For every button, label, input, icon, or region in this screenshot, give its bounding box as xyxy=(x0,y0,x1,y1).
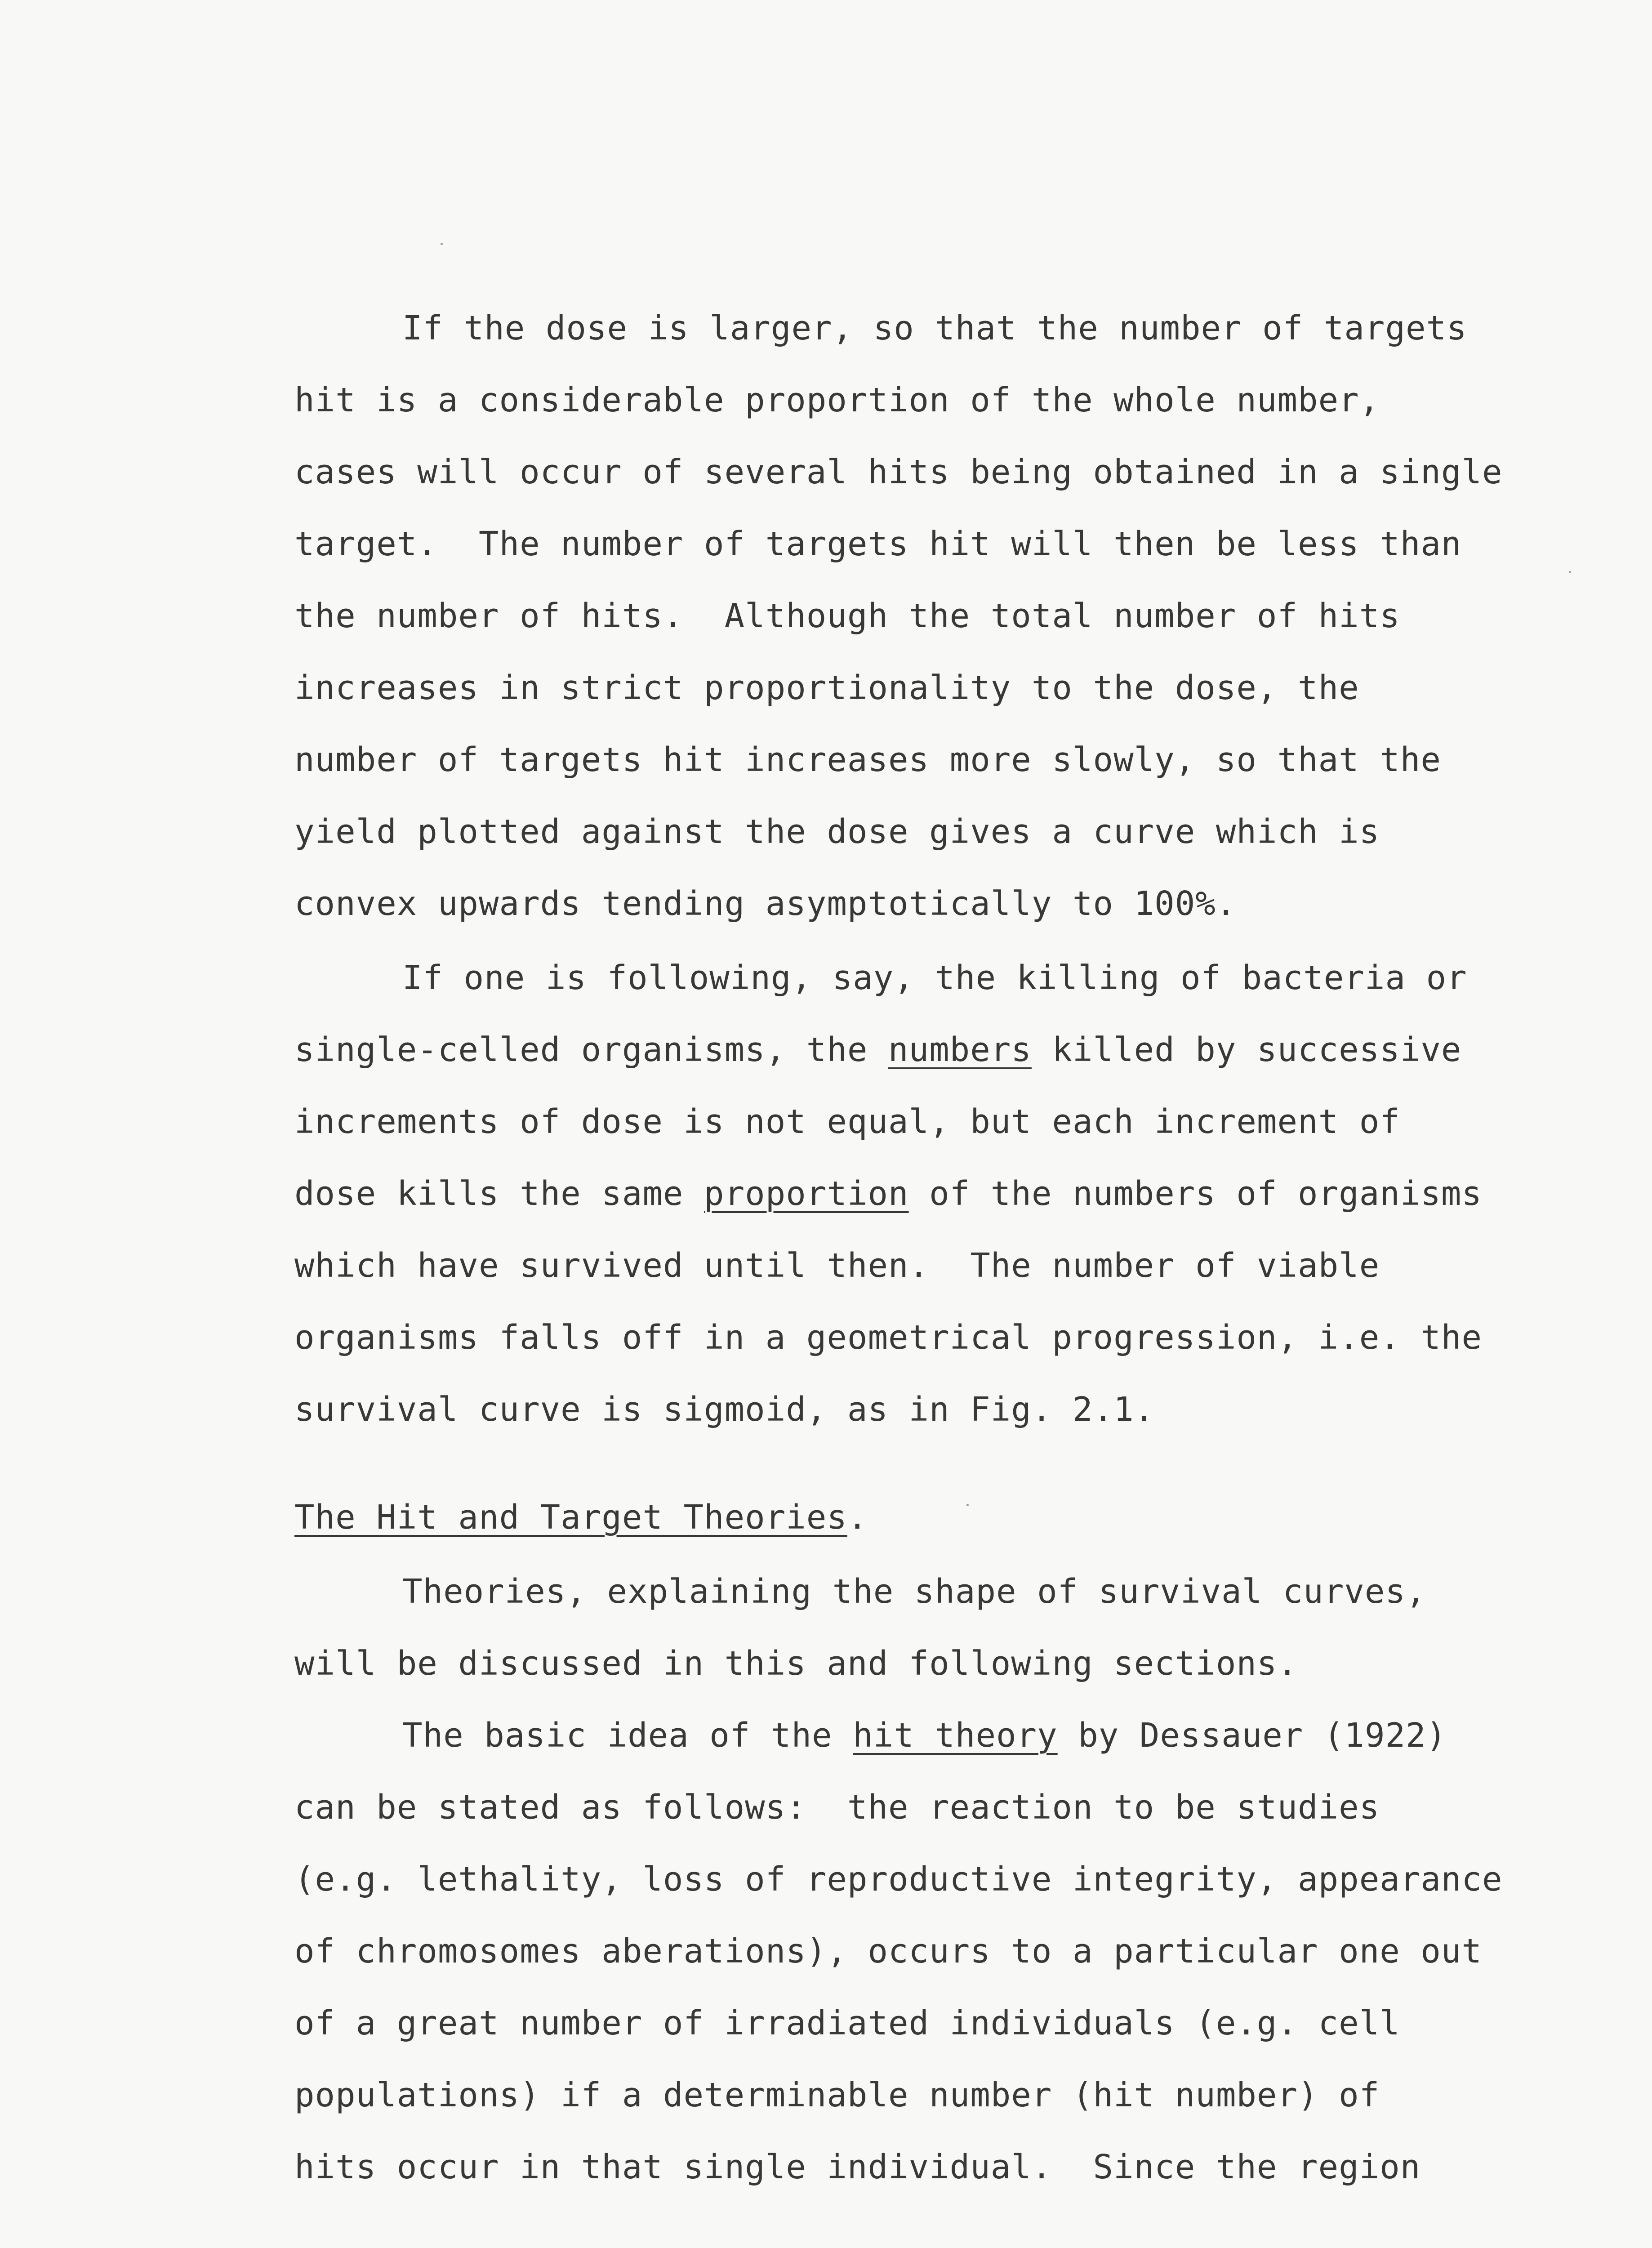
text-span: of the numbers of organisms xyxy=(908,1174,1483,1213)
text-line: populations) if a determinable number (hit number) of xyxy=(294,2076,1380,2114)
scan-speck xyxy=(966,1504,969,1506)
text-line: target. The number of targets hit will then be less than xyxy=(294,525,1462,563)
text-line: Theories, explaining the shape of survival curves, xyxy=(402,1572,1426,1611)
scan-speck xyxy=(441,243,443,245)
text-line: number of targets hit increases more slowly, so that the xyxy=(294,740,1441,779)
underlined-word: numbers xyxy=(888,1030,1032,1069)
heading-text: The Hit and Target Theories xyxy=(294,1498,847,1537)
text-line xyxy=(294,1027,1461,1072)
scan-speck xyxy=(1569,571,1571,573)
text-line: cases will occur of several hits being obtained in a single xyxy=(294,453,1503,491)
text-line: If one is following, say, the killing of bacteria or xyxy=(402,959,1467,997)
section-heading xyxy=(294,1495,868,1540)
text-line xyxy=(402,1713,1447,1758)
text-span: killed by successive xyxy=(1031,1030,1462,1069)
text-line: yield plotted against the dose gives a curve which is xyxy=(294,812,1380,851)
text-span: by Dessauer (1922) xyxy=(1057,1716,1447,1755)
text-line: hits occur in that single individual. Since the region xyxy=(294,2148,1421,2186)
heading-period: . xyxy=(847,1498,868,1537)
text-line: survival curve is sigmoid, as in Fig. 2.1. xyxy=(294,1390,1155,1429)
text-line: increases in strict proportionality to the dose, the xyxy=(294,669,1359,707)
text-span: The basic idea of the xyxy=(402,1716,853,1755)
text-line: (e.g. lethality, loss of reproductive integrity, appearance xyxy=(294,1860,1503,1899)
text-line: increments of dose is not equal, but each increment of xyxy=(294,1102,1400,1141)
text-line: the number of hits. Although the total number of hits xyxy=(294,597,1400,635)
text-line xyxy=(294,1171,1482,1216)
text-line: can be stated as follows: the reaction to be studies xyxy=(294,1788,1380,1827)
underlined-word: proportion xyxy=(704,1174,909,1213)
text-span: single-celled organisms, the xyxy=(294,1030,889,1069)
text-line: of chromosomes aberations), occurs to a particular one out xyxy=(294,1932,1483,1971)
text-line: hit is a considerable proportion of the whole number, xyxy=(294,381,1380,419)
text-line: convex upwards tending asymptotically to 100%. xyxy=(294,884,1237,923)
text-line: of a great number of irradiated individuals (e.g. cell xyxy=(294,2004,1400,2043)
text-line: which have survived until then. The number of viable xyxy=(294,1246,1380,1285)
underlined-term: hit theory xyxy=(853,1716,1058,1755)
text-span: dose kills the same xyxy=(294,1174,704,1213)
text-line: organisms falls off in a geometrical progression, i.e. the xyxy=(294,1318,1483,1357)
text-line: If the dose is larger, so that the number of targets xyxy=(402,309,1467,348)
text-line: will be discussed in this and following sections. xyxy=(294,1644,1298,1683)
